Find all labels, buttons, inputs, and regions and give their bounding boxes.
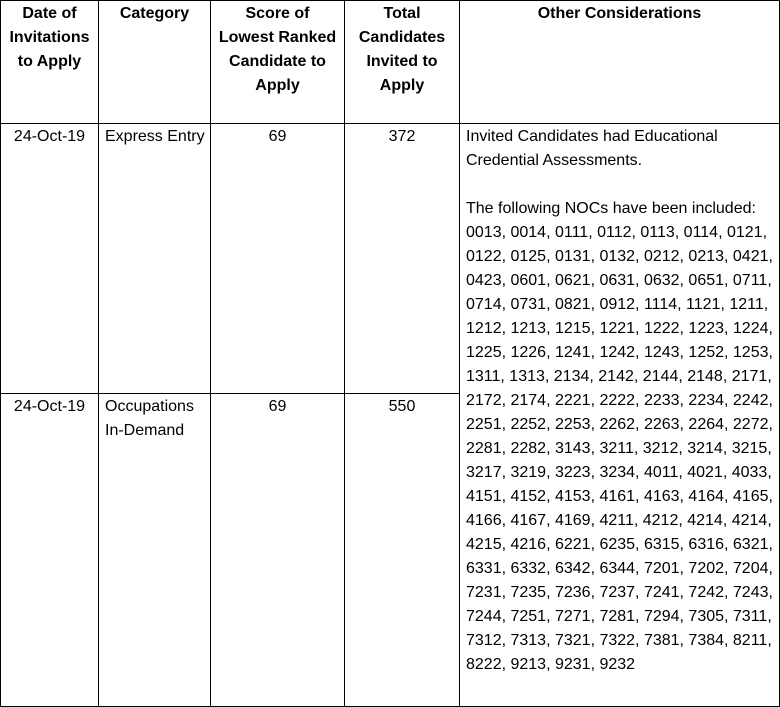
row-total: 550 [345, 394, 460, 707]
row-category: Express Entry [99, 124, 211, 394]
table-row [1, 124, 780, 394]
row-date: 24-Oct-19 [1, 394, 99, 707]
header-total: Total Candidates Invited to Apply [345, 1, 460, 124]
header-score: Score of Lowest Ranked Candidate to Apply [211, 1, 345, 124]
header-other: Other Considerations [460, 1, 780, 124]
row-category: Occupations In-Demand [99, 394, 211, 707]
noc-list: 0013, 0014, 0111, 0112, 0113, 0114, 0121, 0122, 0125, 0131, 0132, 0212, 0213, 0421, 0423, 0601, 0621, 0631, 0632, 0651, 0711, 0714, 0731, 0821, 0912, 1114, 1121, 1211, 1212, 1213, 1215, 1221, 1222, 1223, 1224, 1225, 1226, 1241, 1242, 1243, 1252, 1253, 1311, 1313, 2134, 2142, 2144, 2148, 2171, 2172, 2174, 2221, 2222, 2233, 2234, 2242, 2251, 2252, 2253, 2262, 2263, 2264, 2272, 2281, 2282, 3143, 3211, 3212, 3214, 3215, 3217, 3219, 3223, 3234, 4011, 4021, 4033, 4151, 4152, 4153, 4161, 4163, 4164, 4165, 4166, 4167, 4169, 4211, 4212, 4214, 4214, 4215, 4216, 6221, 6235, 6315, 6316, 6321, 6331, 6332, 6342, 6344, 7201, 7202, 7204, 7231, 7235, 7236, 7237, 7241, 7242, 7243, 7244, 7251, 7271, 7281, 7294, 7305, 7311, 7312, 7313, 7321, 7322, 7381, 7384, 8211, 8222, 9213, 9231, 9232 [466, 224, 773, 673]
header-row [1, 1, 780, 124]
noc-intro: The following NOCs have been included: [466, 200, 756, 217]
spacer [466, 173, 775, 197]
row-score: 69 [211, 394, 345, 707]
row-score: 69 [211, 124, 345, 394]
row-date: 24-Oct-19 [1, 124, 99, 394]
eca-note: Invited Candidates had Educational Credential Assessments. [466, 128, 718, 169]
header-date: Date of Invitations to Apply [1, 1, 99, 124]
header-category: Category [99, 1, 211, 124]
row-total: 372 [345, 124, 460, 394]
other-considerations-cell [460, 124, 780, 707]
